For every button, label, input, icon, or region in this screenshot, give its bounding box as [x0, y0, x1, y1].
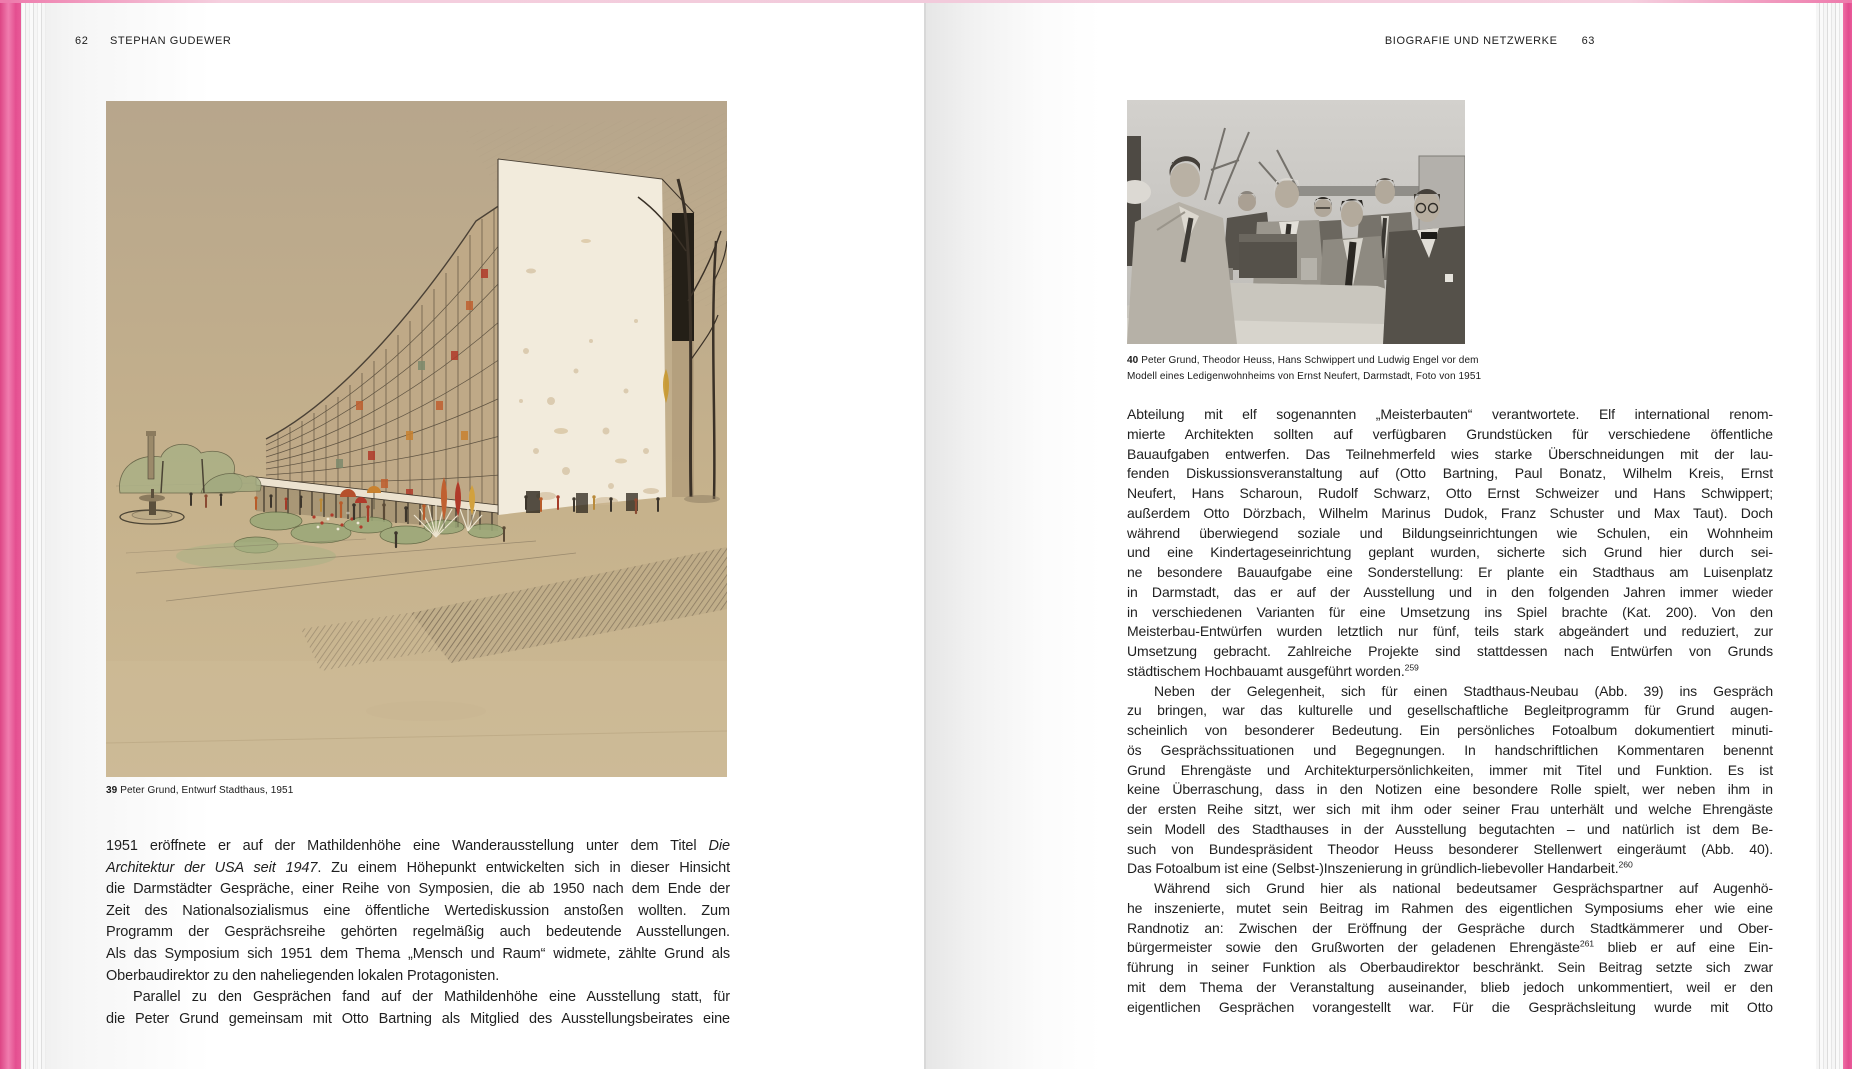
text-line: in Darmstadt, das er auf der Ausstellung und in den folgenden Jahren immer wieder	[1127, 583, 1773, 600]
text-line: scheinlich von besonderer Bedeutung. Ein persönliches Fotoalbum dokumentiert minuti-	[1127, 722, 1773, 738]
text-line: Modell eines Ledigenwohnheims von Ernst Neufert, Darmstadt, Foto von 1951	[1127, 370, 1482, 382]
text-line: zu bringen, war das kulturelle und gesellschaftliche Begleitprogramm für Grund augen-	[1127, 702, 1773, 719]
text-line: 40 Peter Grund, Theodor Heuss, Hans Schwippert und Ludwig Engel vor dem	[1127, 355, 1479, 366]
text-line: Umsetzung gebracht. Zahlreiche Projekte sind stattdessen nach Entwürfen von Grunds	[1127, 643, 1773, 659]
text-line: Bauaufgaben entwerfen. Das Teilnehmerfeld wies starke Überschneidungen mit der lau-	[1127, 445, 1773, 462]
running-header-left: STEPHAN GUDEWER	[110, 35, 232, 47]
text-line: 1951 eröffnete er auf der Mathildenhöhe eine Wanderausstellung unter dem Titel Die	[106, 838, 730, 854]
text-line: außerdem Otto Dörzbach, Wilhelm Marinus Dudok, Franz Schuster und Max Taut). Doch	[1127, 504, 1773, 521]
text-line: städtischem Hochbauamt ausgeführt worden.$^{259}$	[1127, 662, 1419, 679]
text-line: Abteilung mit elf sogenannten „Meisterbauten“ verantwortete. Elf international renom-	[1127, 406, 1773, 422]
stadthaus-drawing-art	[106, 101, 727, 777]
figure-40-caption	[1127, 353, 1547, 384]
text-line: 39 Peter Grund, Entwurf Stadthaus, 1951	[106, 785, 294, 796]
body-text-left	[106, 836, 730, 1030]
book-gutter	[924, 0, 926, 1069]
text-line: Neufert, Hans Scharoun, Rudolf Schwarz, Otto Ernst Schweizer und Hans Schwippert;	[1127, 485, 1773, 501]
text-line: ne besondere Bauaufgabe eine Sonderstellung: Er plante ein Stadthaus am Luisenplatz	[1127, 564, 1773, 580]
text-line: Programm der Gesprächsreihe gehörten regelmäßig auch bedeutende Ausstellungen.	[106, 924, 730, 941]
text-line: keine Überraschung, dass in den Notizen eine besondere Rolle spielt, wer neben ihm in	[1127, 781, 1773, 798]
page-edges-right	[1816, 0, 1843, 1069]
text-line: he inszenierte, mutet sein Beitrag im Rahmen des eigentlichen Symposiums eher wie eine	[1127, 899, 1773, 916]
text-line: die Peter Grund gemeinsam mit Otto Bartning als Mitglied des Ausstellungsbeirates eine	[106, 1010, 730, 1027]
text-line: Grund Ehrengäste und Architekturpersönlichkeiten, immer mit Titel und Funktion. Es ist	[1127, 761, 1773, 778]
text-line: such von Bundespräsident Theodor Heuss besonderer Stellenwert eingeräumt (Abb. 40).	[1127, 840, 1773, 857]
text-line: der ersten Reihe sitzt, wer sich mit ihm oder seiner Frau unterhält und welche Ehrengäste	[1127, 801, 1773, 817]
page-number-left: 62	[75, 35, 89, 47]
text-line: ös Gesprächssituationen und Begegnungen. In handschriftlichen Kommentaren benennt	[1127, 741, 1773, 758]
text-line: führung in seiner Funktion als Oberbaudirektor beschränkt. Sein Beitrag setzte sich zwar	[1127, 959, 1773, 975]
running-header-right	[1127, 35, 1595, 47]
text-line: Während sich Grund hier als national bedeutsamer Gesprächspartner auf Augenhö-	[1154, 880, 1773, 896]
figure-39-stadthaus-drawing	[106, 101, 727, 777]
text-line: die Darmstädter Gespräche, einer Reihe von Symposien, die ab 1950 nach dem Ende der	[106, 881, 730, 898]
white-slab-tower	[498, 159, 666, 515]
book-cover-top	[0, 0, 1852, 3]
text-line: eigentlichen Gesprächen vorangestellt war. Für die Gesprächsleitung wurde mit Otto	[1127, 998, 1773, 1015]
text-line: mit dem Thema der Veranstaltung auseinander, blieb jedoch unkommentiert, weil er den	[1127, 978, 1773, 995]
body-text-right	[1127, 405, 1773, 1017]
text-line: Zeit des Nationalsozialismus eine öffentliche Wertediskussion anstoßen wollten. Zum	[106, 902, 730, 919]
text-line: Architektur der USA seit 1947. Zu einem Höhepunkt entwickelten sich in dieser Hinsicht	[106, 859, 730, 876]
text-line: in verschiedenen Varianten für eine Umsetzung ins Spiel brachte (Kat. 200). Von den	[1127, 603, 1773, 620]
text-line: Das Fotoalbum ist eine (Selbst-)Inszenierung in gründlich-liebevoller Handarbeit.$^{260}$	[1127, 859, 1633, 877]
page-number-right: 63	[1581, 35, 1595, 47]
text-line: mierte Architekten sollten auf verfügbaren Grundstücken für verschiedene öffentliche	[1127, 425, 1773, 442]
text-line: fenden Diskussionsveranstaltung auf (Otto Bartning, Paul Bonatz, Wilhelm Kreis, Ernst	[1127, 465, 1773, 482]
book-cover-right	[1843, 0, 1852, 1069]
text-line: Meisterbau-Entwürfen wurden letztlich nur fünf, teils stark abgeändert und reduziert, zur	[1127, 623, 1773, 640]
running-header-right-title: BIOGRAFIE UND NETZWERKE	[1384, 35, 1558, 47]
text-line: während überwiegend soziale und Bildungseinrichtungen wie Schulen, ein Wohnheim	[1127, 524, 1773, 541]
text-line: Als das Symposium sich 1951 dem Thema „Mensch und Raum“ widmete, zählte Grund als	[106, 945, 730, 962]
text-line: und eine Kindertageseinrichtung geplant wurden, sicherte sich Grund hier durch sei-	[1127, 544, 1773, 561]
figure-40-photo	[1127, 100, 1465, 344]
text-line: Oberbaudirektor zu den naheliegenden lokalen Protagonisten.	[106, 967, 500, 984]
text-line: bürgermeister sowie den Grußworten der geladenen Ehrengäste$^{261}$ blieb er auf eine Ein-	[1127, 938, 1773, 956]
figure-39-caption	[106, 783, 666, 799]
text-line: Randnotiz an: Zwischen der Eröffnung der Gespräche durch Stadtkämmerer und Ober-	[1127, 919, 1773, 936]
text-line: Neben der Gelegenheit, sich für einen Stadthaus-Neubau (Abb. 39) ins Gespräch	[1154, 682, 1773, 699]
book-cover-left	[0, 0, 21, 1069]
page-edges-left	[21, 0, 46, 1069]
group-photo-art	[1127, 100, 1465, 344]
text-line: sein Modell des Stadthauses in der Ausstellung begutachten – und natürlich ist dem Be-	[1127, 820, 1773, 837]
text-line: Parallel zu den Gesprächen fand auf der Mathildenhöhe eine Ausstellung statt, für	[133, 989, 730, 1006]
